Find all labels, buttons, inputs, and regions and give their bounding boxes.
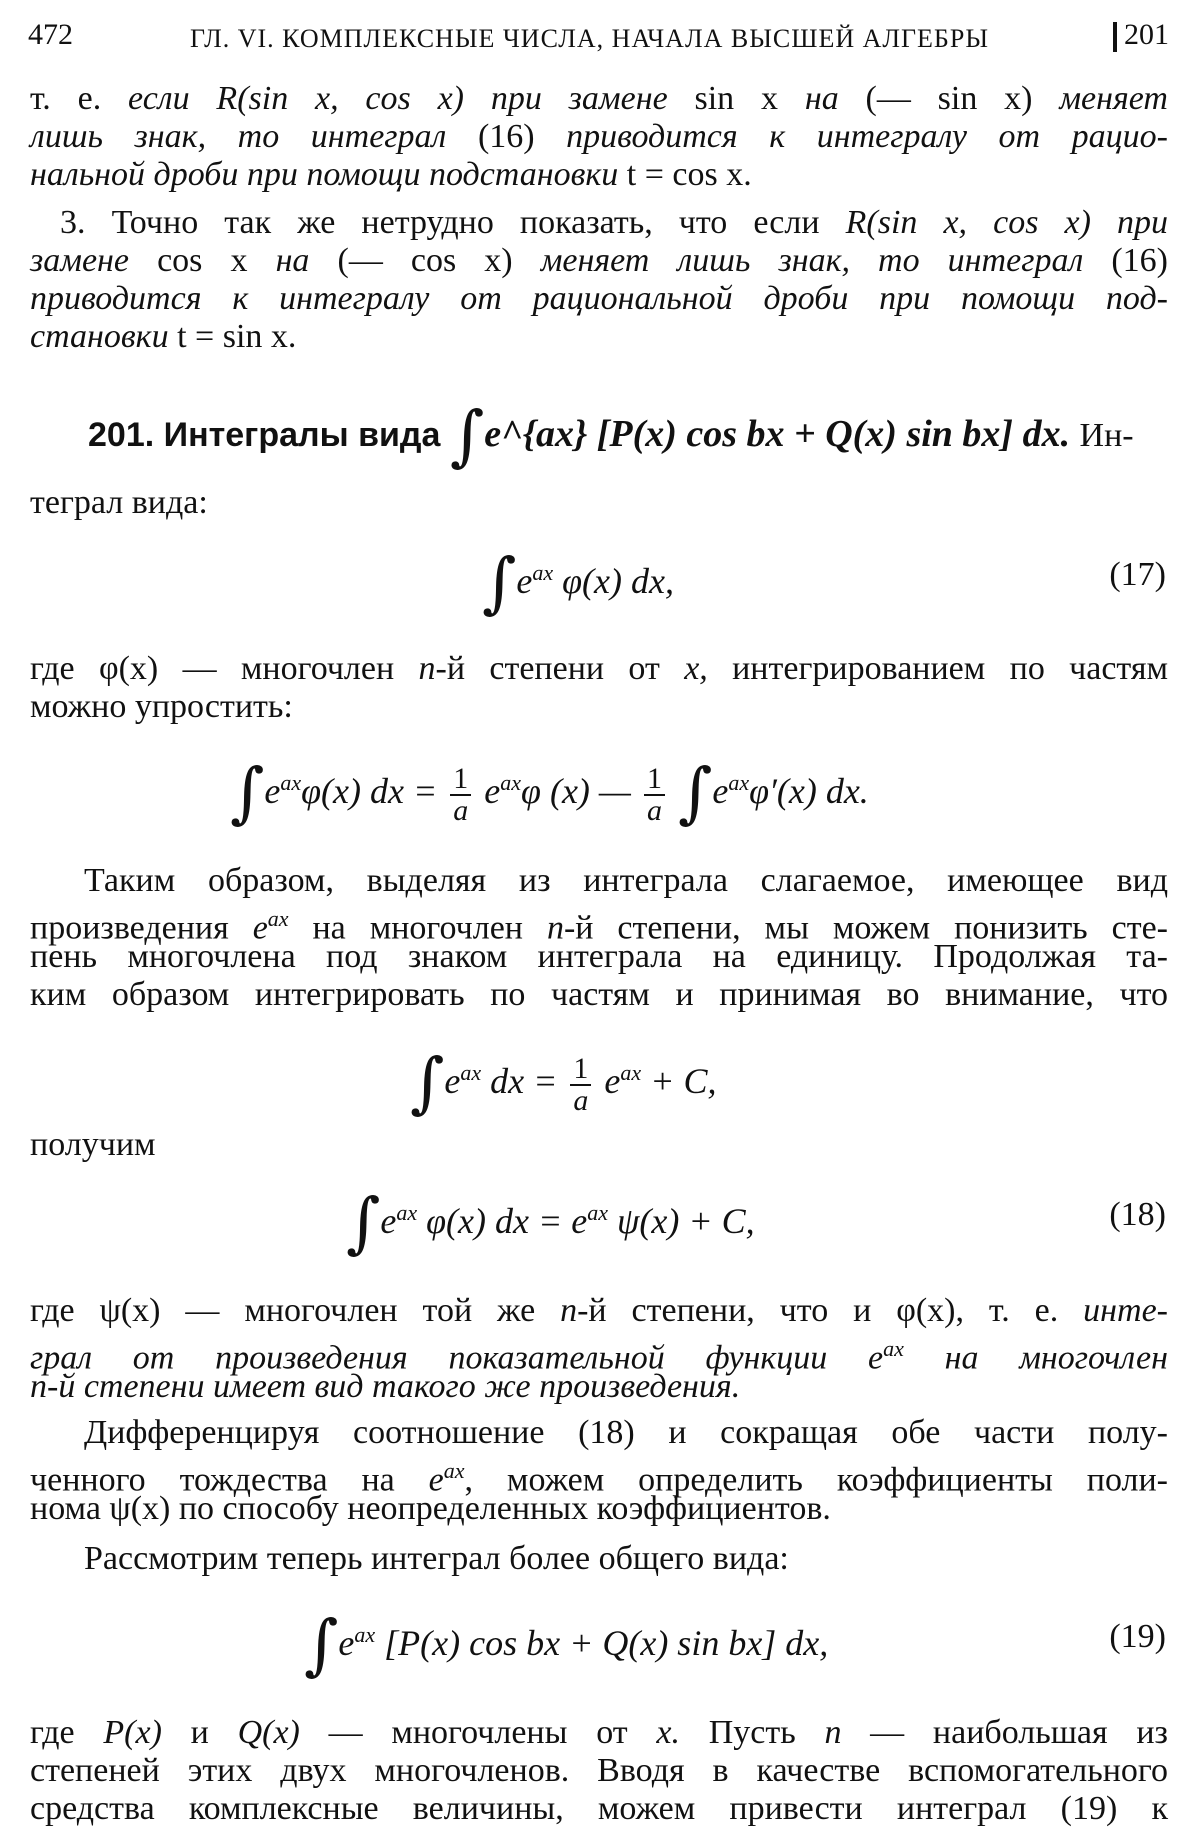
para2-line-3: пень многочлена под знаком интеграла на единицу. Продолжая та-: [30, 938, 1168, 975]
para2-line-1: Таким образом, выделяя из интеграла слагаемое, имеющее вид: [84, 862, 1168, 899]
section-number: 201.: [88, 416, 155, 454]
para1-line-1: где φ(x) — многочлен n-й степени от x, интегрированием по частям: [30, 650, 1168, 687]
item3-line-2: замене cos x на (— cos x) меняет лишь знак, то интеграл (16): [30, 242, 1168, 279]
section-title-prefix: Интегралы вида: [163, 416, 441, 454]
para6-line-3: средства комплексные величины, можем привести интеграл (19) к: [30, 1790, 1168, 1827]
header-bar: [1113, 22, 1117, 52]
integral-sign: ∫: [410, 1044, 445, 1121]
section-heading: [88, 397, 1134, 474]
section-continuation: Ин-: [1079, 417, 1134, 454]
para3-line-3: n-й степени имеет вид такого же произведения.: [30, 1368, 741, 1405]
item3-line-4: становки t = sin x.: [30, 318, 297, 355]
section-formula: e^{ax} [P(x) cos bx + Q(x) sin bx] dx.: [484, 413, 1071, 455]
header-section-number: 201: [1124, 18, 1169, 51]
para1-line-2: можно упростить:: [30, 688, 293, 725]
para6-line-1: где P(x) и Q(x) — многочлены от x. Пусть n — наибольшая из: [30, 1714, 1168, 1751]
intro-line-1: т. е. если R(sin x, cos x) при замене sin x на (— sin x) меняет: [30, 80, 1168, 117]
equation-by-parts: $\int e^{ax}\varphi(x)$ dx = $\frac{1}{a}$ $e^{ax}\varphi$ (x) — $\frac{1}{a}$ $\int e^{ax}\varphi'(x)$ dx.: [230, 754, 869, 831]
para5-line: Рассмотрим теперь интеграл более общего вида:: [84, 1540, 789, 1577]
para4-line-2: ченного тождества на $e^{ax}$, можем определить коэффициенты поли-: [30, 1458, 1169, 1499]
integral-sign: ∫: [346, 1184, 381, 1261]
fraction: $\frac{1}{a}$: [644, 764, 665, 826]
equation-17: $\int e^{ax}$ φ(x) dx,: [482, 544, 674, 621]
equation-18-label: (18): [1109, 1196, 1166, 1233]
page-number: 472: [28, 18, 73, 51]
para3-line-1: где ψ(x) — многочлен той же n-й степени, что и φ(x), т. е. инте-: [30, 1292, 1168, 1329]
para4-line-1: Дифференцируя соотношение (18) и сокращая обе части полу-: [84, 1414, 1168, 1451]
para6-line-2: степеней этих двух многочленов. Вводя в качестве вспомогательного: [30, 1752, 1168, 1789]
fraction: $\frac{1}{a}$: [570, 1054, 591, 1116]
para2-line-2: произведения $e^{ax}$ на многочлен n-й степени, мы можем понизить сте-: [30, 906, 1168, 947]
equation-19-label: (19): [1109, 1618, 1166, 1655]
fraction: $\frac{1}{a}$: [450, 764, 471, 826]
integral-sign: ∫: [482, 544, 517, 621]
poluchim-line: получим: [30, 1126, 156, 1163]
para2-line-4: ким образом интегрировать по частям и принимая во внимание, что: [30, 976, 1168, 1013]
integral-sign: ∫: [449, 397, 485, 474]
item3-line-1: 3. Точно так же нетрудно показать, что если R(sin x, cos x) при: [60, 204, 1168, 241]
equation-17-label: (17): [1109, 556, 1166, 593]
item3-line-3: приводится к интегралу от рациональной дроби при помощи под-: [30, 280, 1168, 317]
running-title: ГЛ. VI. КОМПЛЕКСНЫЕ ЧИСЛА, НАЧАЛА ВЫСШЕЙ АЛГЕБРЫ: [190, 24, 989, 53]
equation-exp-integral: $\int e^{ax}$ dx = $\frac{1}{a}$ $e^{ax} + C$,: [410, 1044, 717, 1121]
para4-line-3: нома ψ(x) по способу неопределенных коэффициентов.: [30, 1490, 831, 1527]
equation-18: $\int e^{ax}$ φ(x) dx = $e^{ax}$ ψ(x) + C,: [346, 1184, 755, 1261]
intro-line-3: нальной дроби при помощи подстановки t = cos x.: [30, 156, 752, 193]
integral-sign: ∫: [304, 1606, 339, 1683]
integral-sign: ∫: [230, 754, 265, 831]
section-next-line: теграл вида:: [30, 484, 208, 521]
para3-line-2: грал от произведения показательной функции $e^{ax}$ на многочлен: [30, 1336, 1168, 1377]
integral-sign: ∫: [677, 754, 713, 831]
equation-19: $\int e^{ax}$ [P(x) cos bx + Q(x) sin bx] dx,: [304, 1606, 829, 1683]
intro-line-2: лишь знак, то интеграл (16) приводится к интегралу от рацио-: [30, 118, 1168, 155]
